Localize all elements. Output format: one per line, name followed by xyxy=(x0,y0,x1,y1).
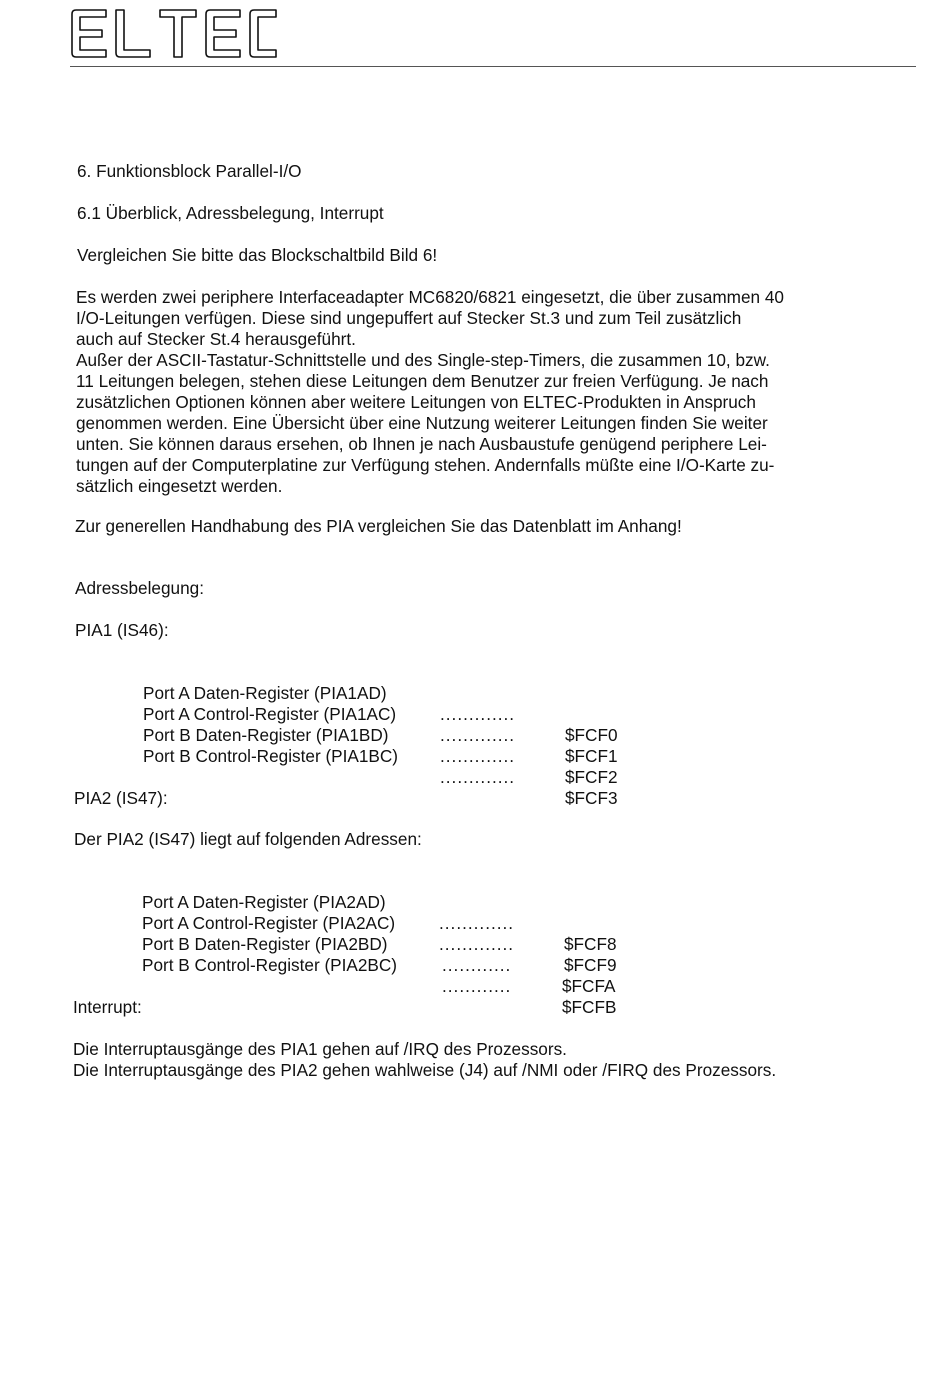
leader-dots: ............. xyxy=(440,746,516,766)
paragraph-line: tungen auf der Computerplatine zur Verfügung stehen. Andernfalls müßte eine I/O-Karte zu- xyxy=(76,455,775,475)
paragraph-line: I/O-Leitungen verfügen. Diese sind ungepuffert auf Stecker St.3 und zum Teil zusätzlich xyxy=(76,308,742,328)
section-title: 6. Funktionsblock Parallel-I/O xyxy=(77,161,302,181)
paragraph-1 xyxy=(76,287,784,497)
intro-text: Vergleichen Sie bitte das Blockschaltbild Bild 6! xyxy=(77,245,438,265)
paragraph-line: genommen werden. Eine Übersicht über eine Nutzung weiterer Leitungen finden Sie weiter xyxy=(76,413,768,433)
paragraph-line: Außer der ASCII-Tastatur-Schnittstelle und des Single-step-Timers, die zusammen 10, bzw. xyxy=(76,350,770,370)
register-name: Port A Daten-Register (PIA1AD) xyxy=(143,683,387,703)
register-name: Port B Daten-Register (PIA1BD) xyxy=(143,725,389,745)
leader-dots: ............. xyxy=(439,913,515,933)
register-name: Port B Daten-Register (PIA2BD) xyxy=(142,934,388,954)
register-address: $FCFA xyxy=(562,976,616,996)
pia1-register-list xyxy=(143,662,618,808)
paragraph-line: auch auf Stecker St.4 herausgeführt. xyxy=(76,329,356,349)
register-address: $FCF1 xyxy=(565,746,618,766)
pia2-heading: PIA2 (IS47): xyxy=(74,788,168,808)
register-address: $FCF3 xyxy=(565,788,618,808)
register-address: $FCFB xyxy=(562,997,617,1017)
header-rule xyxy=(70,66,916,67)
paragraph-line: zusätzlichen Optionen können aber weitere Leitungen von ELTEC-Produkten in Anspruch xyxy=(76,392,756,412)
register-address: $FCF8 xyxy=(564,934,617,954)
leader-dots: ............. xyxy=(440,725,516,745)
pia2-register-list xyxy=(142,871,617,1017)
register-name: Port A Control-Register (PIA2AC) xyxy=(142,913,396,933)
interrupt-line: Die Interruptausgänge des PIA2 gehen wahlweise (J4) auf /NMI oder /FIRQ des Prozessors. xyxy=(73,1060,777,1080)
subsection-title: 6.1 Überblick, Adressbelegung, Interrupt xyxy=(77,203,384,223)
pia1-heading: PIA1 (IS46): xyxy=(75,620,169,640)
paragraph-line: 11 Leitungen belegen, stehen diese Leitungen dem Benutzer zur freien Verfügung. Je nach xyxy=(76,371,769,391)
interrupt-heading: Interrupt: xyxy=(73,997,142,1017)
register-name: Port B Control-Register (PIA2BC) xyxy=(142,955,398,975)
interrupt-line: Die Interruptausgänge des PIA1 gehen auf /IRQ des Prozessors. xyxy=(73,1039,567,1059)
paragraph-line: unten. Sie können daraus ersehen, ob Ihnen je nach Ausbaustufe genügend periphere Lei- xyxy=(76,434,767,454)
register-name: Port A Daten-Register (PIA2AD) xyxy=(142,892,386,912)
eltec-logo xyxy=(70,8,280,60)
paragraph-line: sätzlich eingesetzt werden. xyxy=(76,476,283,496)
register-name: Port A Control-Register (PIA1AC) xyxy=(143,704,397,724)
register-address: $FCF0 xyxy=(565,725,618,745)
pia2-intro: Der PIA2 (IS47) liegt auf folgenden Adressen: xyxy=(74,829,422,849)
register-name: Port B Control-Register (PIA1BC) xyxy=(143,746,399,766)
paragraph-line: Es werden zwei periphere Interfaceadapter MC6820/6821 eingesetzt, die über zusammen 40 xyxy=(76,287,784,307)
address-heading: Adressbelegung: xyxy=(75,578,204,598)
leader-dots: ............. xyxy=(440,704,516,724)
leader-dots: ............ xyxy=(442,976,512,996)
register-address: $FCF9 xyxy=(564,955,617,975)
leader-dots: ............ xyxy=(442,955,512,975)
interrupt-text xyxy=(73,1039,776,1081)
leader-dots: ............. xyxy=(440,767,516,787)
leader-dots: ............. xyxy=(439,934,515,954)
register-address: $FCF2 xyxy=(565,767,618,787)
paragraph-2: Zur generellen Handhabung des PIA vergleichen Sie das Datenblatt im Anhang! xyxy=(75,516,682,536)
